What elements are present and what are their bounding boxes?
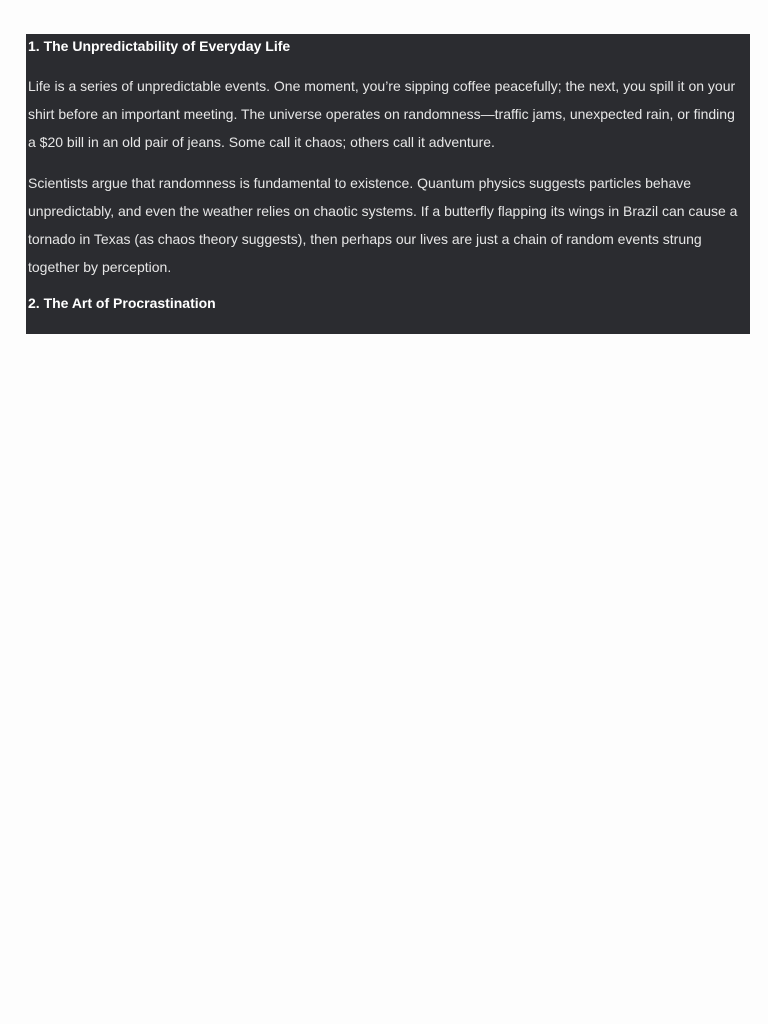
paragraph: Life is a series of unpredictable events. One moment, you’re sipping coffee peacefully; the next, you spill it on your shirt before an important meeting. The universe operates on randomness—traffic jams, unexpected rain, or finding a $20 bill in an old pair of jeans. Some call it chaos; others call it adventure.: [28, 78, 736, 150]
paragraph: Scientists argue that randomness is fundamental to existence. Quantum physics suggests particles behave unpredictably, and even the weather relies on chaotic systems. If a butterfly flapping its wings in Brazil can cause a tornado in Texas (as chaos theory suggests), then perhaps our lives are just a chain of random events strung together by perception.: [28, 175, 738, 275]
section-heading: 1. The Unpredictability of Everyday Life: [28, 38, 291, 54]
section-heading: 2. The Art of Procrastination: [28, 295, 216, 311]
document-content-panel: [26, 34, 750, 334]
